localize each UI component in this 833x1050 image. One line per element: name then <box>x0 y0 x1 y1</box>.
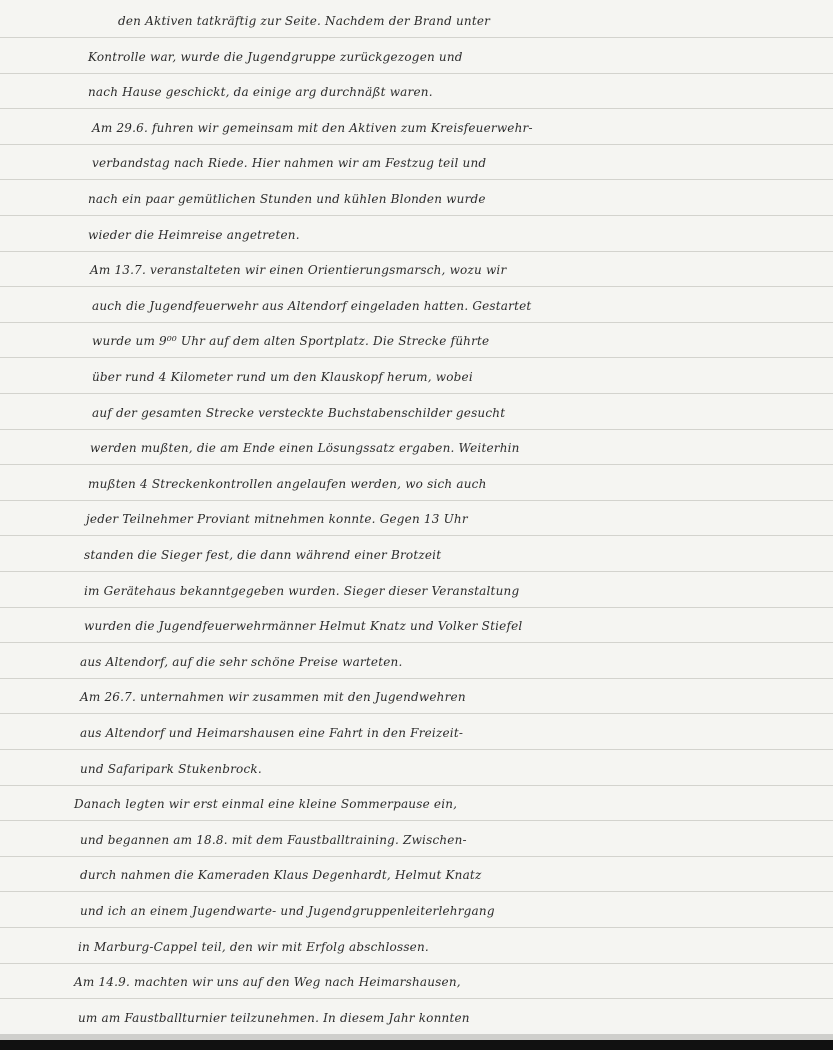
ruled-line <box>0 891 833 892</box>
ruled-line <box>0 927 833 928</box>
text-line-13: werden mußten, die am Ende einen Lösungssatz ergaben. Weiterhin <box>90 441 520 456</box>
ruled-line <box>0 535 833 536</box>
text-line-1: den Aktiven tatkräftig zur Seite. Nachdem der Brand unter <box>118 14 491 28</box>
ruled-line <box>0 963 833 964</box>
ruled-line <box>0 749 833 750</box>
ruled-line <box>0 108 833 109</box>
text-line-21: aus Altendorf und Heimarshausen eine Fahrt in den Freizeit- <box>80 726 464 740</box>
text-line-23: Danach legten wir erst einmal eine kleine Sommerpause ein, <box>74 797 458 812</box>
text-line-28: Am 14.9. machten wir uns auf den Weg nach Heimarshausen, <box>74 975 461 990</box>
text-line-2: Kontrolle war, wurde die Jugendgruppe zurückgezogen und <box>88 49 463 64</box>
text-line-14: mußten 4 Streckenkontrollen angelaufen werden, wo sich auch <box>88 476 487 491</box>
text-line-16: standen die Sieger fest, die dann während einer Brotzeit <box>84 548 442 562</box>
ruled-line <box>0 998 833 999</box>
ruled-line <box>0 73 833 74</box>
ruled-line <box>0 713 833 714</box>
ruled-line <box>0 500 833 501</box>
text-line-27: in Marburg-Cappel teil, den wir mit Erfolg abschlossen. <box>78 939 429 954</box>
text-line-29: um am Faustballturnier teilzunehmen. In diesem Jahr konnten <box>78 1010 470 1025</box>
ruled-line <box>0 607 833 608</box>
ruled-line <box>0 322 833 323</box>
text-line-20: Am 26.7. unternahmen wir zusammen mit den Jugendwehren <box>80 690 466 705</box>
ruled-line <box>0 464 833 465</box>
ruled-line <box>0 429 833 430</box>
text-line-12: auf der gesamten Strecke versteckte Buchstabenschilder gesucht <box>92 405 506 420</box>
text-line-25: durch nahmen die Kameraden Klaus Degenhardt, Helmut Knatz <box>80 868 482 883</box>
ruled-line <box>0 179 833 180</box>
ruled-line <box>0 251 833 252</box>
ruled-line <box>0 37 833 38</box>
text-line-15: jeder Teilnehmer Proviant mitnehmen konnte. Gegen 13 Uhr <box>86 512 468 527</box>
ruled-line <box>0 820 833 821</box>
text-line-19: aus Altendorf, auf die sehr schöne Preise warteten. <box>80 654 403 669</box>
ruled-line <box>0 642 833 643</box>
ruled-line <box>0 785 833 786</box>
text-line-3: nach Hause geschickt, da einige arg durchnäßt waren. <box>88 85 433 100</box>
text-line-17: im Gerätehaus bekanntgegeben wurden. Sieger dieser Veranstaltung <box>84 583 520 598</box>
scan-edge <box>0 1040 833 1050</box>
text-line-24: und begannen am 18.8. mit dem Faustballtraining. Zwischen- <box>80 832 467 847</box>
ruled-line <box>0 856 833 857</box>
ruled-line <box>0 393 833 394</box>
text-line-9: auch die Jugendfeuerwehr aus Altendorf eingeladen hatten. Gestartet <box>92 298 532 313</box>
ruled-line <box>0 286 833 287</box>
text-line-7: wieder die Heimreise angetreten. <box>88 227 300 242</box>
text-line-18: wurden die Jugendfeuerwehrmänner Helmut Knatz und Volker Stiefel <box>84 619 523 634</box>
ruled-line <box>0 571 833 572</box>
text-line-11: über rund 4 Kilometer rund um den Klauskopf herum, wobei <box>92 370 473 384</box>
text-line-26: und ich an einem Jugendwarte- und Jugendgruppenleiterlehrgang <box>80 904 495 918</box>
text-line-22: und Safaripark Stukenbrock. <box>80 761 262 776</box>
ruled-line <box>0 357 833 358</box>
ruled-line <box>0 144 833 145</box>
text-line-5: verbandstag nach Riede. Hier nahmen wir am Festzug teil und <box>92 156 487 171</box>
ruled-line <box>0 678 833 679</box>
text-line-4: Am 29.6. fuhren wir gemeinsam mit den Aktiven zum Kreisfeuerwehr- <box>92 120 533 135</box>
ruled-line <box>0 215 833 216</box>
text-line-8: Am 13.7. veranstalteten wir einen Orientierungsmarsch, wozu wir <box>90 263 507 278</box>
text-line-6: nach ein paar gemütlichen Stunden und kühlen Blonden wurde <box>88 192 486 206</box>
text-line-10: wurde um 9⁰⁰ Uhr auf dem alten Sportplatz. Die Strecke führte <box>92 334 490 349</box>
